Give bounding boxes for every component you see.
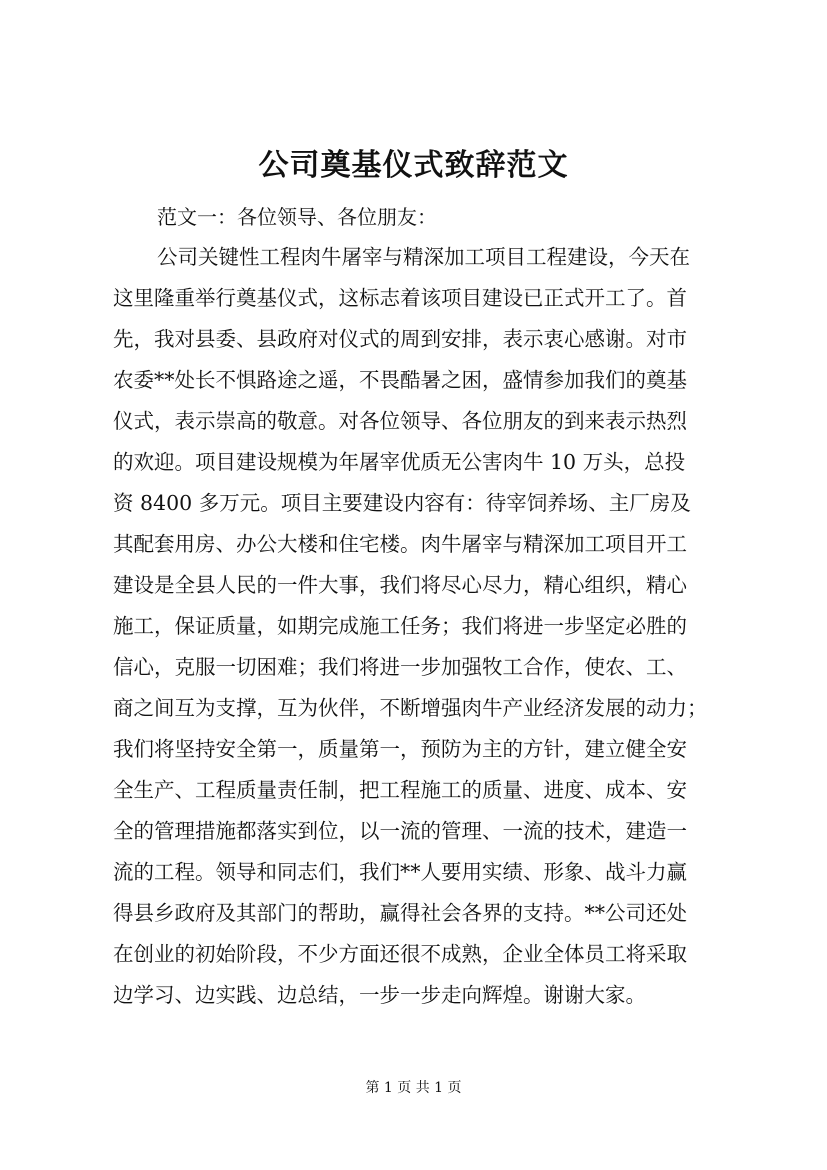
- body-line: 边学习、边实践、边总结，一步一步走向辉煌。谢谢大家。: [113, 983, 646, 1007]
- document-title: 公司奠基仪式致辞范文: [258, 148, 569, 183]
- body-line: 施工，保证质量，如期完成施工任务；我们将进一步坚定必胜的: [113, 614, 687, 638]
- body-line: 资 8400 多万元。项目主要建设内容有：待宰饲养场、主厂房及: [113, 491, 691, 515]
- body-line: 仪式，表示崇高的敬意。对各位领导、各位朋友的到来表示热烈: [113, 409, 687, 433]
- page-footer: 第 1 页 共 1 页: [365, 1080, 462, 1096]
- body-line: 农委**处长不惧路途之遥，不畏酷暑之困，盛情参加我们的奠基: [113, 368, 687, 392]
- body-line: 先，我对县委、县政府对仪式的周到安排，表示衷心感谢。对市: [113, 327, 687, 351]
- body-line: 其配套用房、办公大楼和住宅楼。肉牛屠宰与精深加工项目开工: [113, 532, 687, 556]
- body-line: 公司关键性工程肉牛屠宰与精深加工项目工程建设，今天在: [157, 245, 690, 269]
- body-line: 我们将坚持安全第一，质量第一，预防为主的方针，建立健全安: [113, 737, 687, 761]
- body-line: 的欢迎。项目建设规模为年屠宰优质无公害肉牛 10 万头，总投: [113, 450, 686, 474]
- body-line: 这里隆重举行奠基仪式，这标志着该项目建设已正式开工了。首: [113, 286, 687, 310]
- body-line: 在创业的初始阶段，不少方面还很不成熟，企业全体员工将采取: [113, 942, 687, 966]
- body-line: 全生产、工程质量责任制，把工程施工的质量、进度、成本、安: [113, 778, 687, 802]
- body-line: 全的管理措施都落实到位，以一流的管理、一流的技术，建造一: [113, 819, 687, 843]
- body-line: 得县乡政府及其部门的帮助，赢得社会各界的支持。**公司还处: [113, 901, 687, 925]
- body-line: 商之间互为支撑，互为伙伴，不断增强肉牛产业经济发展的动力；: [113, 696, 708, 720]
- body-line: 信心，克服一切困难；我们将进一步加强牧工合作，使农、工、: [113, 655, 687, 679]
- body-line: 建设是全县人民的一件大事，我们将尽心尽力，精心组织，精心: [113, 573, 687, 597]
- body-line: 流的工程。领导和同志们，我们**人要用实绩、形象、战斗力赢: [113, 860, 687, 884]
- greeting-line: 范文一：各位领导、各位朋友：: [157, 205, 437, 229]
